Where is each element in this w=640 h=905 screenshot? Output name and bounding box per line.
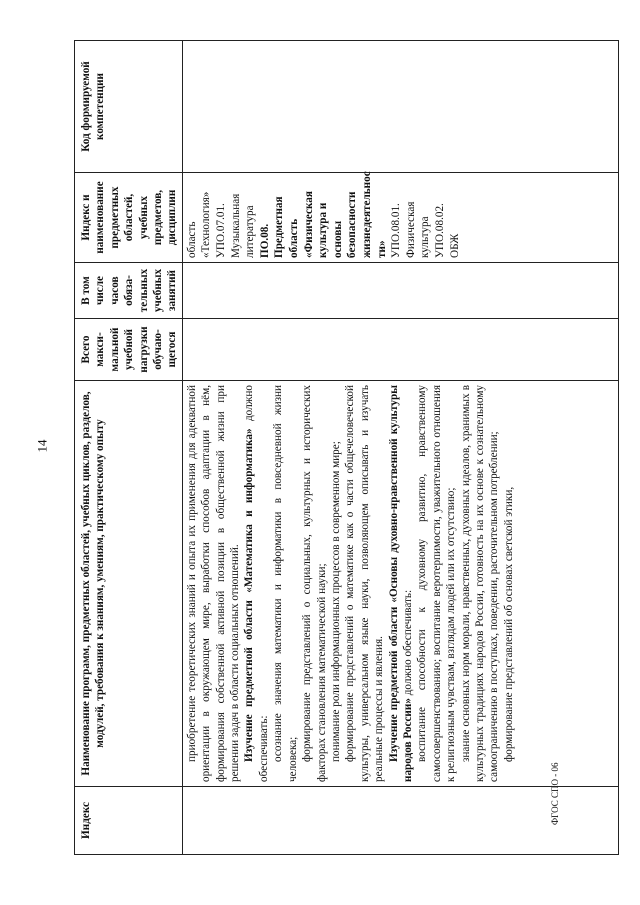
requirement-text: воспитание способности к духовному развитию, нравственному самосовершенствованию; воспитание веротерпимости, уважительного отношения к религиозным чувствам, взглядам людей или их отсутствию; bbox=[416, 385, 458, 782]
discipline-line: область bbox=[288, 218, 300, 258]
requirement-text: должно обеспечивать: bbox=[243, 385, 270, 782]
table-row bbox=[182, 41, 618, 855]
discipline-line: УПО.08.02. bbox=[433, 203, 446, 258]
requirement-text: приобретение теоретических знаний и опыта их применения для адекватной ориентации в окружающем мире, выработки способов адаптации в нём, формирования собственной активной позиции в общественной жизни при решении задач в области социальных отношений. bbox=[185, 385, 242, 782]
discipline-line: ти» bbox=[375, 240, 388, 258]
discipline-line: «Физическая bbox=[302, 191, 315, 258]
requirement-paragraph bbox=[329, 385, 343, 782]
cell-requirements bbox=[182, 381, 618, 787]
discipline-line: «Технология» bbox=[200, 191, 213, 258]
header-disciplines: Индекс и наименование предметных областей, учебных предметов, дисциплин bbox=[75, 173, 183, 263]
discipline-line: Музыкальная bbox=[229, 193, 242, 258]
requirement-paragraph bbox=[459, 385, 502, 782]
requirement-text: формирование представлений о социальных, культурных и исторических факторах становления математической науки; bbox=[301, 385, 328, 782]
discipline-line: безопасности bbox=[346, 191, 359, 258]
discipline-line: УПО.08.01. bbox=[390, 203, 403, 258]
requirement-paragraph bbox=[185, 385, 243, 782]
curriculum-table bbox=[74, 40, 619, 855]
header-index: Индекс bbox=[75, 787, 183, 855]
requirement-text: должно обеспечивать: bbox=[401, 589, 414, 699]
discipline-line: жизнедеятельнос bbox=[360, 171, 373, 258]
cell-competence bbox=[182, 41, 618, 173]
requirement-text: формирование представлений о математике как о части общечеловеческой культуры, универсальном языке науки, позволяющем описывать и изучать реальные процессы и явления. bbox=[344, 385, 386, 782]
cell-disciplines bbox=[182, 173, 618, 263]
header-classes: В том числе часов обяза-тельных учебных занятий bbox=[75, 263, 183, 319]
requirement-paragraph bbox=[343, 385, 386, 782]
rotated-page-content bbox=[74, 40, 619, 855]
requirement-text: знание основных норм морали, нравственных, духовных идеалов, хранимых в культурных традициях народов России, готовность на их основе к сознательному самоограничению в поступках, поведении, расточительном потреблении; bbox=[459, 385, 501, 782]
requirement-paragraph bbox=[415, 385, 458, 782]
discipline-line: область bbox=[185, 221, 198, 258]
table-header-row bbox=[75, 41, 183, 855]
requirement-text: формирование представлений об основах светской этики, bbox=[502, 486, 515, 762]
header-competence: Код формируемой компетенции bbox=[75, 41, 183, 173]
discipline-line: культура и bbox=[317, 202, 330, 258]
cell-max-load bbox=[182, 319, 618, 381]
requirement-paragraph bbox=[242, 385, 271, 782]
requirement-paragraph bbox=[387, 385, 416, 782]
header-max-load: Всего макси-мальной учебной нагрузки обучаю-щегося bbox=[75, 319, 183, 381]
requirement-paragraph bbox=[271, 385, 300, 782]
footer-standard-code: ФГОС СПО - 06 bbox=[550, 762, 560, 825]
requirement-paragraph bbox=[502, 385, 516, 782]
requirement-heading: Изучение предметной области «Математика и информатика» bbox=[243, 428, 256, 762]
requirement-text: осознание значения математики и информатики в повседневной жизни человека; bbox=[272, 385, 299, 782]
discipline-line: Предметная bbox=[273, 196, 286, 258]
requirement-paragraph bbox=[300, 385, 329, 782]
discipline-line: ПО.08. bbox=[258, 223, 271, 258]
cell-index bbox=[182, 787, 618, 855]
header-name: Наименование программ, предметных областей, учебных циклов, разделов, модулей, требования к знаниям, умениям, практическому опыту bbox=[75, 381, 183, 787]
requirement-heading: Изучение предметной области «Основы духовно-нравственной культуры народов России» bbox=[387, 385, 414, 782]
discipline-line: Физическая bbox=[404, 201, 417, 258]
discipline-line: УПО.07.01. bbox=[215, 203, 228, 258]
discipline-line: литература bbox=[244, 205, 257, 258]
discipline-line: культура bbox=[419, 216, 432, 258]
page-number: 14 bbox=[34, 439, 50, 453]
discipline-line: ОБЖ bbox=[448, 233, 461, 258]
cell-classes bbox=[182, 263, 618, 319]
requirement-text: понимание роли информационных процессов в современном мире; bbox=[329, 441, 342, 762]
discipline-line: основы bbox=[331, 220, 344, 258]
